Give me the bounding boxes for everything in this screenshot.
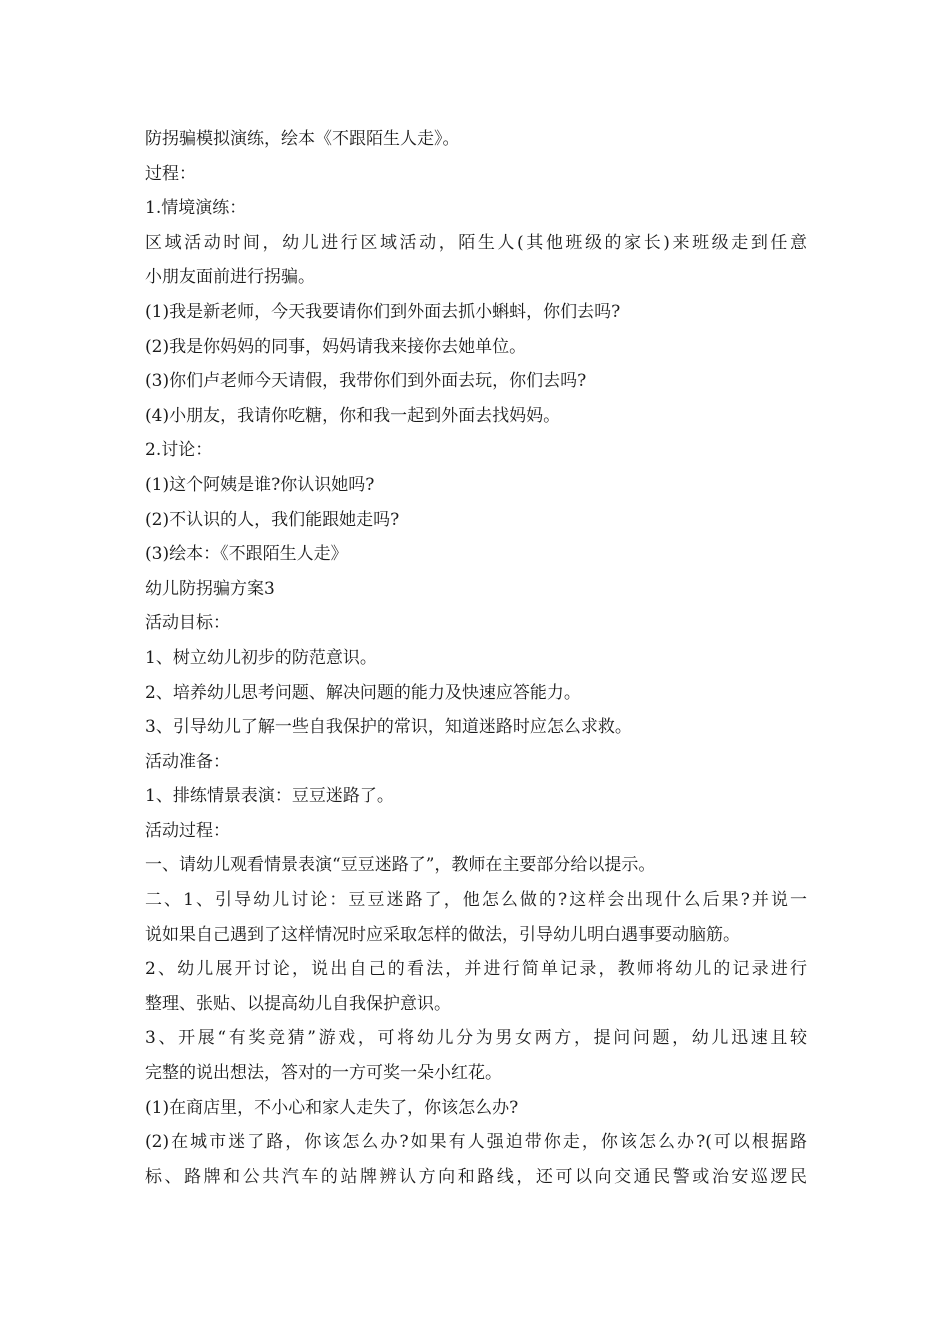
- text-line: (1)这个阿姨是谁?你认识她吗?: [145, 474, 375, 495]
- text-line: 过程：: [145, 163, 196, 184]
- text-line: 活动目标：: [145, 613, 230, 634]
- text-line: 小朋友面前进行拐骗。: [145, 267, 315, 288]
- text-line: 整理、张贴、以提高幼儿自我保护意识。: [145, 993, 451, 1014]
- text-line: (2)不认识的人，我们能跟她走吗?: [145, 509, 400, 530]
- text-line: 活动准备：: [145, 751, 230, 772]
- text-line: 完整的说出想法，答对的一方可奖一朵小红花。: [145, 1063, 502, 1084]
- text-line: 3、开展“有奖竞猜”游戏，可将幼儿分为男女两方，提问问题，幼儿迅速且较: [145, 1028, 807, 1049]
- text-line: (3)绘本：《不跟陌生人走》: [145, 544, 348, 565]
- text-line: (2)在城市迷了路，你该怎么办?如果有人强迫带你走，你该怎么办?(可以根据路: [145, 1132, 807, 1153]
- text-line: 说如果自己遇到了这样情况时应采取怎样的做法，引导幼儿明白遇事要动脑筋。: [145, 924, 740, 945]
- document-body: [145, 122, 807, 1194]
- text-line: (1)我是新老师，今天我要请你们到外面去抓小蝌蚪，你们去吗?: [145, 301, 621, 322]
- text-line: (4)小朋友，我请你吃糖，你和我一起到外面去找妈妈。: [145, 405, 561, 426]
- text-line: 1.情境演练：: [145, 198, 247, 219]
- text-line: 3、引导幼儿了解一些自我保护的常识，知道迷路时应怎么求救。: [145, 717, 632, 738]
- text-line: 一、请幼儿观看情景表演“豆豆迷路了”，教师在主要部分给以提示。: [145, 855, 656, 876]
- text-line: 区域活动时间，幼儿进行区域活动，陌生人(其他班级的家长)来班级走到任意: [145, 232, 807, 253]
- text-line: 2.讨论：: [145, 440, 213, 461]
- text-line: (1)在商店里，不小心和家人走失了，你该怎么办?: [145, 1097, 519, 1118]
- text-line: (2)我是你妈妈的同事，妈妈请我来接你去她单位。: [145, 336, 527, 357]
- text-line: 1、树立幼儿初步的防范意识。: [145, 647, 377, 668]
- section-heading: 幼儿防拐骗方案3: [145, 578, 275, 599]
- text-line: 活动过程：: [145, 820, 230, 841]
- text-line: 标、路牌和公共汽车的站牌辨认方向和路线，还可以向交通民警或治安巡逻民: [145, 1166, 807, 1187]
- text-line: 1、排练情景表演：豆豆迷路了。: [145, 786, 394, 807]
- text-line: 2、培养幼儿思考问题、解决问题的能力及快速应答能力。: [145, 682, 581, 703]
- text-line: 防拐骗模拟演练，绘本《不跟陌生人走》。: [145, 129, 460, 149]
- text-line: 二、1、引导幼儿讨论：豆豆迷路了，他怎么做的?这样会出现什么后果?并说一: [145, 890, 807, 911]
- text-line: 2、幼儿展开讨论，说出自己的看法，并进行简单记录，教师将幼儿的记录进行: [145, 959, 807, 980]
- text-line: (3)你们卢老师今天请假，我带你们到外面去玩，你们去吗?: [145, 371, 587, 392]
